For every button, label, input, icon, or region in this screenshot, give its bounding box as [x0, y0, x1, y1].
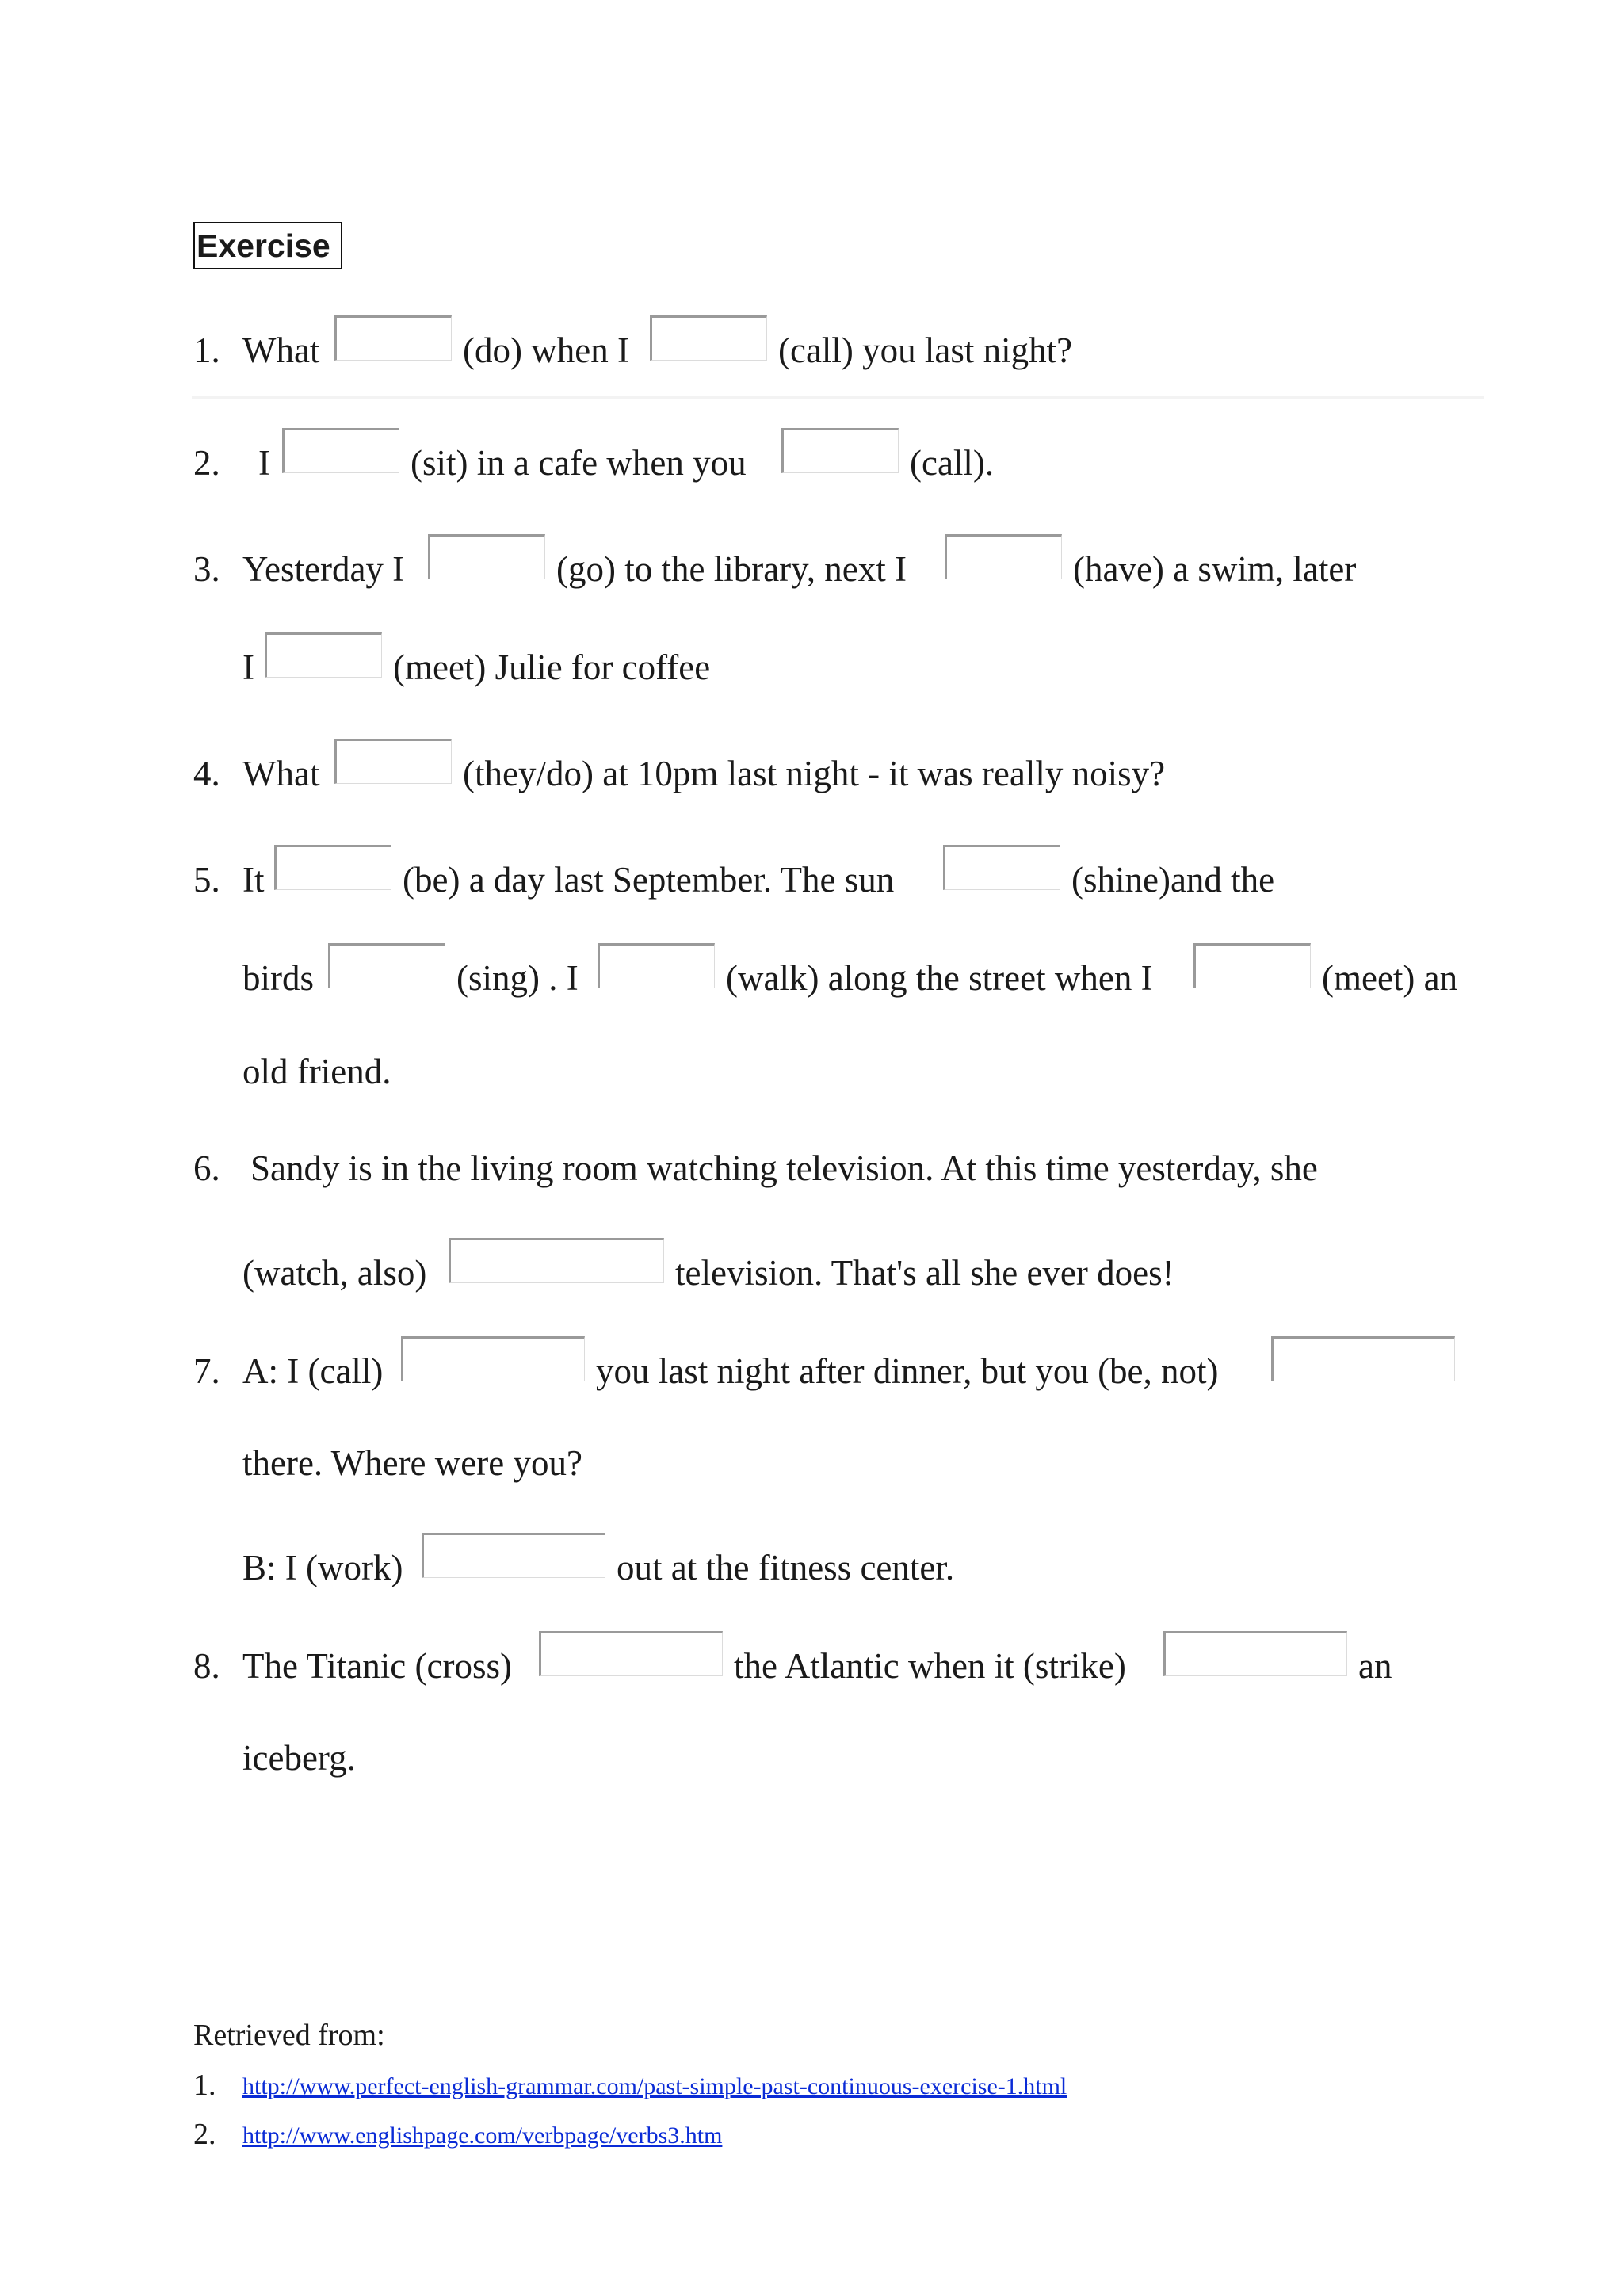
- question-text: (call).: [910, 443, 995, 483]
- question-text: Yesterday I: [242, 549, 405, 589]
- answer-input[interactable]: [1193, 943, 1311, 988]
- answer-input[interactable]: [650, 315, 767, 361]
- answer-input[interactable]: [334, 739, 452, 784]
- question-text: A: I (call): [242, 1351, 384, 1391]
- question-text: (meet) Julie for coffee: [393, 648, 711, 687]
- question-text: What: [242, 754, 320, 793]
- answer-input[interactable]: [422, 1533, 605, 1578]
- question-text: (watch, also): [242, 1253, 427, 1293]
- answer-input[interactable]: [428, 534, 545, 579]
- answer-input[interactable]: [781, 428, 899, 473]
- question-text: (have) a swim, later: [1073, 549, 1357, 589]
- question-text: I: [242, 648, 254, 687]
- question-text: the Atlantic when it (strike): [734, 1646, 1126, 1686]
- question-text: (they/do) at 10pm last night - it was really noisy?: [463, 754, 1166, 793]
- answer-input[interactable]: [943, 845, 1060, 890]
- answer-input[interactable]: [328, 943, 445, 988]
- question-number: 7.: [193, 1351, 220, 1391]
- question-text: (do) when I: [463, 330, 629, 370]
- question-text: What: [242, 330, 320, 370]
- question-text: (be) a day last September. The sun: [403, 860, 895, 900]
- question-text: I: [258, 443, 270, 483]
- question-number: 8.: [193, 1646, 220, 1686]
- answer-input[interactable]: [334, 315, 452, 361]
- answer-input[interactable]: [265, 632, 382, 678]
- question-text: It: [242, 860, 265, 900]
- question-text: (go) to the library, next I: [556, 549, 907, 589]
- answer-input[interactable]: [449, 1238, 664, 1283]
- question-number: 5.: [193, 860, 220, 900]
- sources-label: Retrieved from:: [193, 2019, 385, 2052]
- source-number: 2.: [193, 2118, 216, 2151]
- question-text: (walk) along the street when I: [726, 958, 1153, 998]
- question-text: an: [1358, 1646, 1392, 1686]
- question-text: out at the fitness center.: [617, 1548, 955, 1587]
- question-text: B: I (work): [242, 1548, 403, 1587]
- question-number: 1.: [193, 330, 220, 370]
- question-text: television. That's all she ever does!: [675, 1253, 1174, 1293]
- question-text: there. Where were you?: [242, 1443, 582, 1483]
- question-number: 6.: [193, 1148, 220, 1188]
- question-text: old friend.: [242, 1052, 391, 1091]
- question-text: (sit) in a cafe when you: [411, 443, 747, 483]
- answer-input[interactable]: [945, 534, 1062, 579]
- question-text: The Titanic (cross): [242, 1646, 512, 1686]
- question-text: you last night after dinner, but you (be, not): [596, 1351, 1219, 1391]
- question-text: iceberg.: [242, 1738, 356, 1778]
- answer-input[interactable]: [598, 943, 715, 988]
- question-text: (shine)and the: [1071, 860, 1275, 900]
- answer-input[interactable]: [282, 428, 399, 473]
- question-number: 2.: [193, 443, 220, 483]
- exercise-title: Exercise: [193, 222, 342, 269]
- source-link[interactable]: http://www.englishpage.com/verbpage/verbs3.htm: [242, 2122, 723, 2149]
- answer-input[interactable]: [539, 1631, 723, 1676]
- question-number: 4.: [193, 754, 220, 793]
- question-text: birds: [242, 958, 314, 998]
- divider: [192, 396, 1484, 399]
- answer-input[interactable]: [1271, 1336, 1455, 1381]
- source-link[interactable]: http://www.perfect-english-grammar.com/past-simple-past-continuous-exercise-1.html: [242, 2073, 1067, 2099]
- answer-input[interactable]: [401, 1336, 585, 1381]
- answer-input[interactable]: [1163, 1631, 1347, 1676]
- source-number: 1.: [193, 2069, 216, 2102]
- question-text: (call) you last night?: [778, 330, 1073, 370]
- answer-input[interactable]: [274, 845, 391, 890]
- question-number: 3.: [193, 549, 220, 589]
- question-text: (meet) an: [1322, 958, 1458, 998]
- question-text: Sandy is in the living room watching television. At this time yesterday, she: [250, 1148, 1318, 1188]
- question-text: (sing) . I: [456, 958, 579, 998]
